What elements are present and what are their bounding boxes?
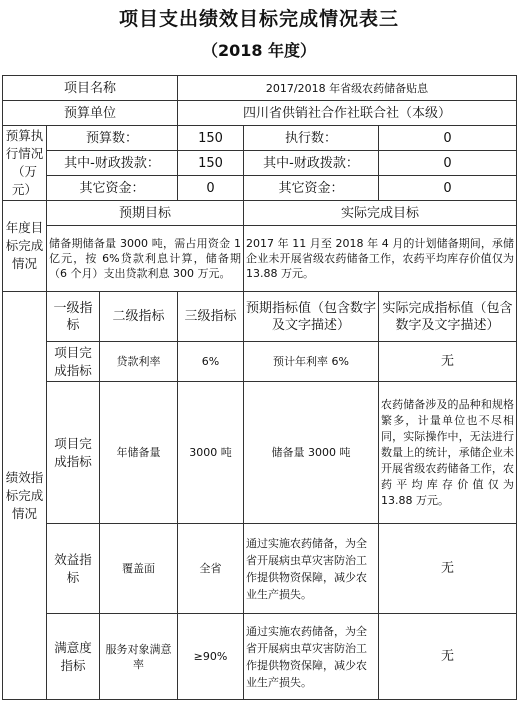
- row3-actual: 无: [379, 524, 517, 614]
- budget-unit-value: 四川省供销社合作社联合社（本级）: [178, 101, 517, 126]
- header-level1: 一级指标: [47, 292, 100, 342]
- header-expected: 预期指标值（包含数字及文字描述）: [244, 292, 379, 342]
- header-actual: 实际完成指标值（包含数字及文字描述）: [379, 292, 517, 342]
- expected-goal-text: 储备期储备量 3000 吨，需占用资金 1 亿元，按 6%贷款利息计算，储备期（6 个月）支出贷款利息 300 万元。: [47, 226, 244, 292]
- row4-expected: 通过实施农药储备，为全省开展病虫草灾害防治工作提供物资保障，减少农业生产损失。: [244, 614, 379, 700]
- indicator-row: [3, 382, 517, 524]
- indicator-row: [3, 342, 517, 382]
- row1-expected: 预计年利率 6%: [244, 342, 379, 382]
- fiscal-label: 其中-财政拨款：: [47, 151, 178, 176]
- actual-goal-header: 实际完成目标: [244, 201, 517, 226]
- header-level3: 三级指标: [178, 292, 244, 342]
- page-title: 项目支出绩效目标完成情况表三: [118, 8, 399, 30]
- other-exec-label: 其它资金：: [244, 176, 379, 201]
- row4-level1: 满意度指标: [47, 614, 100, 700]
- indicator-row: [3, 524, 517, 614]
- exec-value: 0: [379, 126, 517, 151]
- row2-level3: 3000 吨: [178, 382, 244, 524]
- project-name-label: 项目名称: [3, 76, 178, 101]
- other-exec-value: 0: [379, 176, 517, 201]
- performance-section-label: 绩效指标完成情况: [3, 292, 47, 700]
- row3-level1: 效益指标: [47, 524, 100, 614]
- page-subtitle: （2018 年度）: [201, 41, 317, 60]
- performance-table: [2, 75, 517, 700]
- row1-actual: 无: [379, 342, 517, 382]
- row1-level1: 项目完成指标: [47, 342, 100, 382]
- other-label: 其它资金：: [47, 176, 178, 201]
- row4-actual: 无: [379, 614, 517, 700]
- annual-section-label: 年度目标完成情况: [3, 201, 47, 292]
- row2-actual: 农药储备涉及的品种和规格繁多，计量单位也不尽相同，实际操作中，无法进行数量上的统计，承储企业未开展省级农药储备工作，农药平均库存价值仅为 13.88 万元。: [379, 382, 517, 524]
- row2-expected: 储备量 3000 吨: [244, 382, 379, 524]
- row2-level2: 年储备量: [100, 382, 178, 524]
- budget-unit-label: 预算单位: [3, 101, 178, 126]
- other-row: [3, 176, 517, 201]
- row4-level3: ≥90%: [178, 614, 244, 700]
- annual-content-row: [3, 226, 517, 292]
- budget-row: [3, 126, 517, 151]
- fiscal-row: [3, 151, 517, 176]
- row2-level1: 项目完成指标: [47, 382, 100, 524]
- project-name-value: 2017/2018 年省级农药储备贴息: [178, 76, 517, 101]
- budget-unit-row: [3, 101, 517, 126]
- annual-header-row: [3, 201, 517, 226]
- budget-label: 预算数：: [47, 126, 178, 151]
- indicator-header-row: [3, 292, 517, 342]
- row3-level3: 全省: [178, 524, 244, 614]
- exec-label: 执行数：: [244, 126, 379, 151]
- indicator-row: [3, 614, 517, 700]
- row1-level3: 6%: [178, 342, 244, 382]
- fiscal-exec-label: 其中-财政拨款：: [244, 151, 379, 176]
- row1-level2: 贷款利率: [100, 342, 178, 382]
- budget-exec-section-label: 预算执行情况（万元）: [3, 126, 47, 201]
- fiscal-exec-value: 0: [379, 151, 517, 176]
- header-level2: 二级指标: [100, 292, 178, 342]
- actual-goal-text: 2017 年 11 月至 2018 年 4 月的计划储备期间，承储企业未开展省级农药储备工作，农药平均库存价值仅为 13.88 万元。: [244, 226, 517, 292]
- fiscal-value: 150: [178, 151, 244, 176]
- budget-value: 150: [178, 126, 244, 151]
- row4-level2: 服务对象满意率: [100, 614, 178, 700]
- row3-expected: 通过实施农药储备，为全省开展病虫草灾害防治工作提供物资保障，减少农业生产损失。: [244, 524, 379, 614]
- other-value: 0: [178, 176, 244, 201]
- project-name-row: [3, 76, 517, 101]
- expected-goal-header: 预期目标: [47, 201, 244, 226]
- row3-level2: 覆盖面: [100, 524, 178, 614]
